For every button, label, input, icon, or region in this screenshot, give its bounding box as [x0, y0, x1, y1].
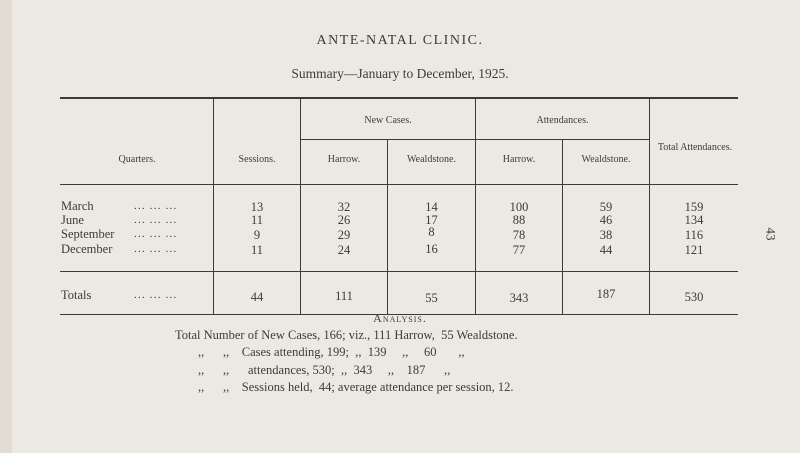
- totals-top-rule: [60, 271, 738, 272]
- analysis-line: ,, ,, attendances, 530; ,, 343 ,, 187 ,,: [198, 363, 451, 377]
- row-quarter: December: [61, 242, 113, 256]
- header-nc-wealdstone: Wealdstone.: [407, 154, 456, 165]
- row-total: 134: [684, 213, 704, 227]
- header-attendances: Attendances.: [536, 115, 589, 126]
- header-bottom-rule: [60, 184, 738, 185]
- totals-att-wealdstone: 187: [596, 287, 616, 301]
- totals-nc-harrow: 111: [335, 289, 353, 303]
- row-nc-harrow: 24: [337, 243, 351, 257]
- totals-label: Totals: [61, 288, 92, 302]
- table-top-rule: [60, 97, 738, 99]
- row-nc-harrow: 32: [337, 200, 351, 214]
- header-nc-harrow: Harrow.: [327, 154, 361, 165]
- row-total: 116: [684, 228, 704, 242]
- analysis-line: ,, ,, Cases attending, 199; ,, 139 ,, 60 ,,: [198, 345, 465, 359]
- row-sessions: 11: [250, 243, 264, 257]
- row-total: 159: [684, 200, 704, 214]
- header-att-harrow: Harrow.: [502, 154, 536, 165]
- row-sessions: 13: [250, 200, 264, 214]
- header-att-wealdstone: Wealdstone.: [581, 154, 631, 165]
- row-sessions: 11: [250, 213, 264, 227]
- header-new-cases: New Cases.: [364, 115, 412, 126]
- row-leader-dots: ... ... ...: [134, 228, 178, 240]
- totals-nc-wealdstone: 55: [425, 291, 438, 305]
- row-att-harrow: 88: [512, 213, 526, 227]
- row-quarter: September: [61, 227, 115, 241]
- totals-sessions: 44: [250, 290, 264, 304]
- row-att-wealdstone: 46: [599, 213, 613, 227]
- row-quarter: June: [61, 213, 84, 227]
- row-leader-dots: ... ... ...: [134, 214, 178, 226]
- row-sessions: 9: [253, 228, 261, 242]
- row-att-wealdstone: 44: [599, 243, 613, 257]
- row-att-wealdstone: 38: [599, 228, 613, 242]
- row-att-harrow: 78: [512, 228, 526, 242]
- totals-leader-dots: ... ... ...: [134, 289, 178, 301]
- row-total: 121: [684, 243, 704, 257]
- row-nc-harrow: 29: [337, 228, 351, 242]
- row-nc-wealdstone: 17: [425, 213, 438, 227]
- row-leader-dots: ... ... ...: [134, 200, 178, 212]
- header-sessions: Sessions.: [238, 154, 276, 165]
- analysis-line: ,, ,, Sessions held, 44; average attendance per session, 12.: [198, 380, 514, 394]
- page-title: ANTE-NATAL CLINIC.: [316, 33, 484, 48]
- row-att-wealdstone: 59: [599, 200, 613, 214]
- page-number: 43: [763, 227, 779, 241]
- row-att-harrow: 100: [509, 200, 529, 214]
- analysis-line: Total Number of New Cases, 166; viz., 111 Harrow, 55 Wealdstone.: [175, 328, 518, 342]
- analysis-title: Analysis.: [373, 311, 427, 325]
- header-total-attendances: Total Attendances.: [657, 142, 733, 153]
- row-quarter: March: [61, 199, 94, 213]
- row-nc-wealdstone: 16: [425, 242, 438, 256]
- row-att-harrow: 77: [512, 243, 526, 257]
- header-quarters: Quarters.: [118, 154, 156, 165]
- row-nc-harrow: 26: [337, 213, 351, 227]
- totals-att-harrow: 343: [509, 291, 529, 305]
- row-nc-wealdstone: 8: [428, 225, 435, 239]
- totals-total: 530: [684, 290, 704, 304]
- row-leader-dots: ... ... ...: [134, 243, 178, 255]
- row-nc-wealdstone: 14: [425, 200, 438, 214]
- page-subtitle: Summary—January to December, 1925.: [291, 66, 509, 81]
